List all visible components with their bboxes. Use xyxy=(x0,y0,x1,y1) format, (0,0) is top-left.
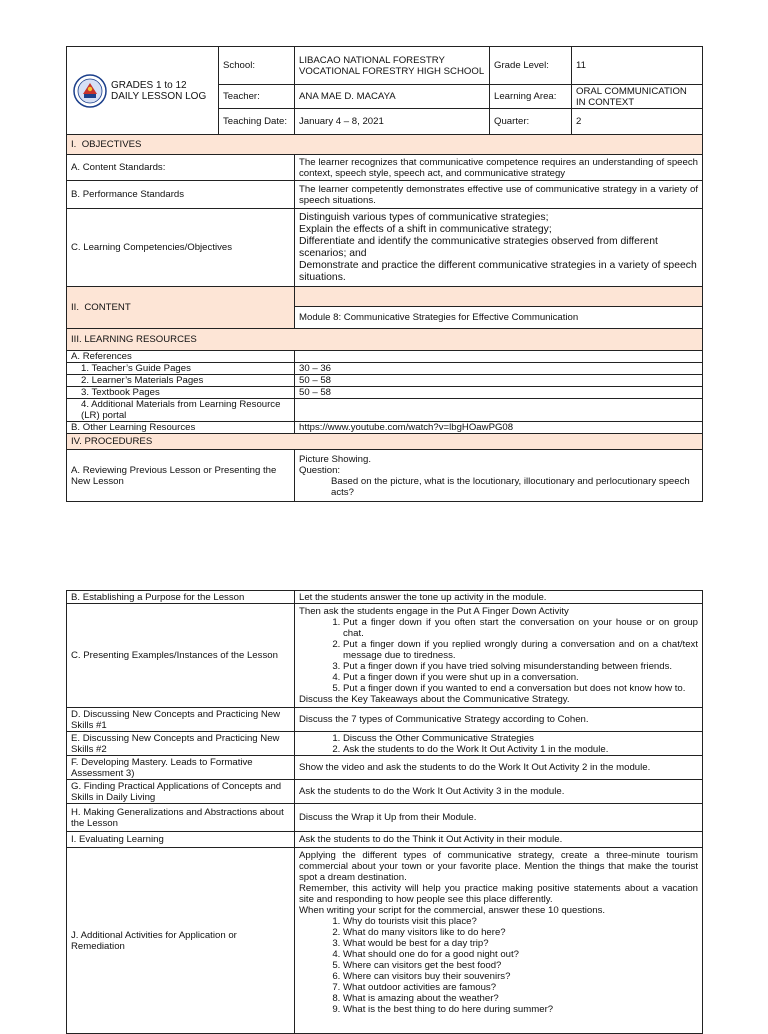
proc-h-value: Discuss the Wrap it Up from their Module. xyxy=(295,804,703,832)
proc-a-question: Based on the picture, what is the locutionary, illocutionary and perlocutionary speech acts? xyxy=(331,475,690,498)
list-item: 2. What do many visitors like to do here? xyxy=(343,927,698,938)
deped-seal-icon xyxy=(73,74,107,108)
procedures-heading: IV. PROCEDURES xyxy=(67,434,703,450)
lr-portal-value xyxy=(295,399,703,422)
other-resources-label: B. Other Learning Resources xyxy=(67,422,295,434)
content-heading-blank xyxy=(295,287,703,307)
proc-d-label: D. Discussing New Concepts and Practicing New Skills #1 xyxy=(67,708,295,732)
proc-b-label: B. Establishing a Purpose for the Lesson xyxy=(67,591,295,604)
teacher-label: Teacher: xyxy=(219,85,295,109)
proc-f-value: Show the video and ask the students to do the Work It Out Activity 2 in the module. xyxy=(295,756,703,780)
log-title-line1: GRADES 1 to 12 xyxy=(111,79,187,91)
date-value: January 4 – 8, 2021 xyxy=(295,109,490,135)
other-resources-link[interactable]: https://www.youtube.com/watch?v=lbgHOawPG08 xyxy=(295,422,703,434)
tg-pages-value: 30 – 36 xyxy=(295,363,703,375)
content-standards-value: The learner recognizes that communicative competence requires an understanding of speech context, speech style, speech act, and communicative strategy xyxy=(295,155,703,181)
date-label: Teaching Date: xyxy=(219,109,295,135)
area-label: Learning Area: xyxy=(490,85,572,109)
competency-item: Demonstrate and practice the different communicative strategies in a variety of speech situations. xyxy=(299,259,697,283)
list-item: 8. What is amazing about the weather? xyxy=(343,993,698,1004)
grade-value: 11 xyxy=(572,47,703,85)
list-item: 1. Why do tourists visit this place? xyxy=(343,916,698,927)
lesson-log-table-page2 xyxy=(66,590,703,1034)
lesson-log-table-page1 xyxy=(66,46,703,502)
list-item: 5. Where can visitors get the best food? xyxy=(343,960,698,971)
list-item: 6. Where can visitors buy their souvenirs? xyxy=(343,971,698,982)
resources-heading: III. LEARNING RESOURCES xyxy=(67,329,703,351)
logo-cell xyxy=(67,47,219,135)
list-item: 7. What outdoor activities are famous? xyxy=(343,982,698,993)
school-value: LIBACAO NATIONAL FORESTRY VOCATIONAL FORESTRY HIGH SCHOOL xyxy=(295,47,490,85)
tg-pages-label: 1. Teacher’s Guide Pages xyxy=(67,363,295,375)
grade-label: Grade Level: xyxy=(490,47,572,85)
area-value: ORAL COMMUNICATION IN CONTEXT xyxy=(572,85,703,109)
objectives-heading: I. OBJECTIVES xyxy=(67,135,703,155)
lm-pages-label: 2. Learner’s Materials Pages xyxy=(67,375,295,387)
list-item: 2. Put a finger down if you replied wrongly during a conversation and on a chat/text message due to tiredness. xyxy=(343,639,698,661)
content-standards-label: A. Content Standards: xyxy=(67,155,295,181)
list-item: 9. What is the best thing to do here during summer? xyxy=(343,1004,698,1015)
proc-g-label: G. Finding Practical Applications of Concepts and Skills in Daily Living xyxy=(67,780,295,804)
proc-j-paragraph: Applying the different types of communicative strategy, create a three-minute tourism commercial about your town or your favorite place. Mention the things that make the tourist spot a dream destination. xyxy=(299,850,698,883)
competencies-label: C. Learning Competencies/Objectives xyxy=(67,209,295,287)
list-item: 3. Put a finger down if you have tried solving misunderstanding between friends. xyxy=(343,661,698,672)
list-item: 4. Put a finger down if you were shut up in a conversation. xyxy=(343,672,698,683)
proc-f-label: F. Developing Mastery. Leads to Formative Assessment 3) xyxy=(67,756,295,780)
content-value: Module 8: Communicative Strategies for Effective Communication xyxy=(295,307,703,329)
finger-down-list xyxy=(299,617,698,694)
proc-j-label: J. Additional Activities for Application or Remediation xyxy=(67,848,295,1034)
proc-a-line: Question: xyxy=(299,464,341,476)
quarter-value: 2 xyxy=(572,109,703,135)
content-heading: II. CONTENT xyxy=(67,287,295,329)
proc-j-value xyxy=(295,848,703,1034)
performance-standards-label: B. Performance Standards xyxy=(67,181,295,209)
list-item: 1. Put a finger down if you often start the conversation on your house or on group chat. xyxy=(343,617,698,639)
commercial-questions-list xyxy=(299,916,698,1015)
proc-i-label: I. Evaluating Learning xyxy=(67,832,295,848)
proc-e-value xyxy=(295,732,703,756)
list-item: 2. Ask the students to do the Work It Out Activity 1 in the module. xyxy=(343,744,698,755)
proc-e-list xyxy=(299,733,698,755)
textbook-pages-label: 3. Textbook Pages xyxy=(67,387,295,399)
proc-e-label: E. Discussing New Concepts and Practicing New Skills #2 xyxy=(67,732,295,756)
proc-g-value: Ask the students to do the Work It Out Activity 3 in the module. xyxy=(295,780,703,804)
competency-item: Explain the effects of a shift in communicative strategy; xyxy=(299,223,552,235)
proc-j-paragraph: When writing your script for the commercial, answer these 10 questions. xyxy=(299,905,606,916)
competency-item: Distinguish various types of communicative strategies; xyxy=(299,211,549,223)
proc-d-value: Discuss the 7 types of Communicative Strategy according to Cohen. xyxy=(295,708,703,732)
performance-standards-value: The learner competently demonstrates effective use of communicative strategy in a variety of speech situations. xyxy=(295,181,703,209)
proc-j-paragraph: Remember, this activity will help you practice making positive statements about a vacation site and responding to how people see this place differently. xyxy=(299,883,698,905)
proc-b-value: Let the students answer the tone up activity in the module. xyxy=(295,591,703,604)
proc-a-value xyxy=(295,450,703,502)
lm-pages-value: 50 – 58 xyxy=(295,375,703,387)
list-item: 5. Put a finger down if you wanted to end a conversation but does not know how to. xyxy=(343,683,698,694)
proc-c-outro: Discuss the Key Takeaways about the Communicative Strategy. xyxy=(299,694,570,705)
list-item: 3. What would be best for a day trip? xyxy=(343,938,698,949)
proc-a-label: A. Reviewing Previous Lesson or Presenting the New Lesson xyxy=(67,450,295,502)
lr-portal-label: 4. Additional Materials from Learning Resource (LR) portal xyxy=(67,399,295,422)
log-title-line2: DAILY LESSON LOG xyxy=(111,90,207,102)
proc-i-value: Ask the students to do the Think it Out Activity in their module. xyxy=(295,832,703,848)
competency-item: Differentiate and identify the communicative strategies observed from different scenarios; and xyxy=(299,235,658,259)
competencies-value xyxy=(295,209,703,287)
teacher-value: ANA MAE D. MACAYA xyxy=(295,85,490,109)
proc-c-label: C. Presenting Examples/Instances of the Lesson xyxy=(67,604,295,708)
proc-c-intro: Then ask the students engage in the Put A Finger Down Activity xyxy=(299,606,569,617)
quarter-label: Quarter: xyxy=(490,109,572,135)
list-item: 1. Discuss the Other Communicative Strategies xyxy=(343,733,698,744)
references-value xyxy=(295,351,703,363)
proc-h-label: H. Making Generalizations and Abstractions about the Lesson xyxy=(67,804,295,832)
school-label: School: xyxy=(219,47,295,85)
textbook-pages-value: 50 – 58 xyxy=(295,387,703,399)
proc-c-value xyxy=(295,604,703,708)
list-item: 4. What should one do for a good night out? xyxy=(343,949,698,960)
references-label: A. References xyxy=(67,351,295,363)
proc-a-line: Picture Showing. xyxy=(299,453,371,465)
